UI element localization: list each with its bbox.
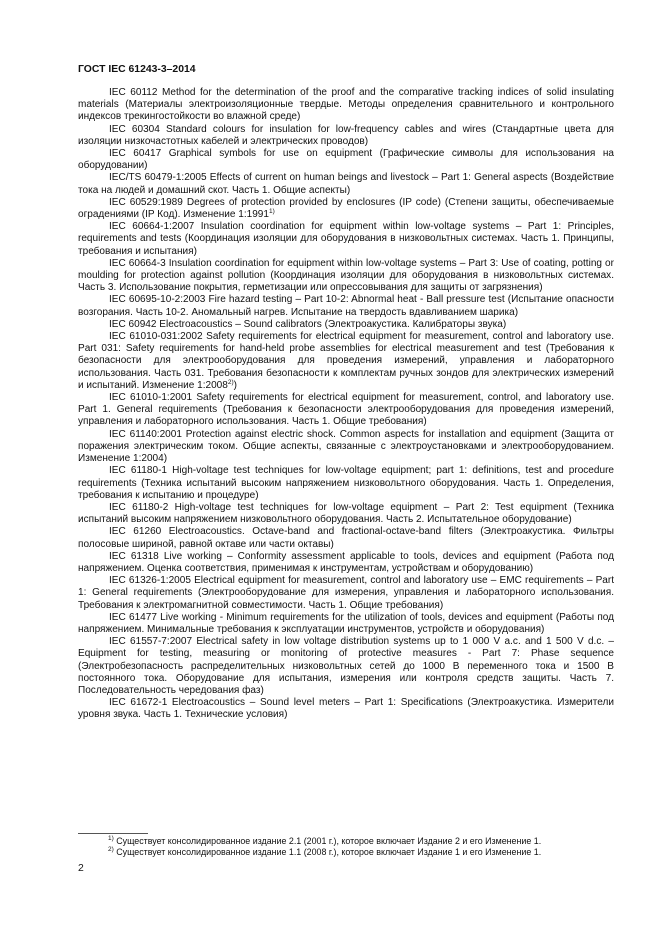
reference-entry: IEC 61557-7:2007 Electrical safety in low voltage distribution systems up to 1 000 V a.c. and 1 500 V d.c. – Equipment for testing, measuring or monitoring of protective measures - Part 7: Phase sequence (Электробезопасность распределительных низковольтных сетей до 1000 В переменного тока и 1500 В постоянного тока. Оборудование для испытания, измерения или контроля средств защиты. Часть 7. Последовательность чередования фаз) bbox=[78, 636, 614, 696]
footnote-marker: 2) bbox=[227, 378, 234, 386]
reference-entry: IEC 60529:1989 Degrees of protection provided by enclosures (IP code) (Степени защиты, обеспечиваемые оградениями (IP Код). Изменение 1:1991$^{1)}$ bbox=[78, 196, 614, 221]
footnote: $^{1)}$ Существует консолидированное издание 2.1 (2001 г.), которое включает Издание 2 и его Изменение 1. bbox=[108, 835, 542, 846]
footnote-mark: 2) bbox=[108, 846, 114, 854]
reference-entry: IEC 61672-1 Electroacoustics – Sound level meters – Part 1: Specifications (Электроакустика. Измерители уровня звука. Часть 1. Технические условия) bbox=[78, 697, 614, 721]
reference-entry: IEC 61010-031:2002 Safety requirements for electrical equipment for measurement, control and laboratory use. Part 031: Safety requirements for hand-held probe assemblies for electrical measurement and test (Требования к безопасности для электрооборудования для проведения измерений, управления и лабораторного использования. Часть 031. Требования безопасности к комплектам ручных зондов для электрических измерений и испытаний. Изменение 1:2008$^{2)}$) bbox=[78, 331, 614, 391]
reference-entry: IEC 61260 Electroacoustics. Octave-band and fractional-octave-band filters (Электроакустика. Фильтры полосовые шириной, равной октаве или части октавы) bbox=[78, 526, 614, 550]
footnote: $^{2)}$ Существует консолидированное издание 1.1 (2008 г.), которое включает Издание 1 и его Изменение 1. bbox=[108, 846, 542, 858]
reference-entry: IEC 61010-1:2001 Safety requirements for electrical equipment for measurement, control, and laboratory use. Part 1. General requirements (Требования к безопасности электрооборудования для проведения измерений, управления и лабораторного использования. Часть 1. Общие требования) bbox=[78, 392, 614, 428]
reference-entry: IEC 61318 Live working – Conformity assessment applicable to tools, devices and equipment (Работа под напряжением. Оценка соответствия, применимая к инструментам, устройствам и оборудованию) bbox=[78, 550, 614, 574]
page-number: 2 bbox=[78, 863, 84, 874]
reference-entry: IEC/TS 60479-1:2005 Effects of current on human beings and livestock – Part 1: General aspects (Воздействие тока на людей и домашний скот. Часть 1. Общие аспекты) bbox=[78, 172, 614, 196]
reference-entry: IEC 60942 Electroacoustics – Sound calibrators (Электроакустика. Калибраторы звука) bbox=[109, 318, 507, 330]
footnote-mark: 1) bbox=[108, 835, 114, 842]
footnote-divider bbox=[78, 833, 148, 834]
reference-entry: IEC 60664-3 Insulation coordination for equipment within low-voltage systems – Part 3: Use of coating, potting or moulding for protection against pollution (Координация изоляции для оборудования в низковольтных системах. Часть 3. Использование покрытия, герметизации или опрессовывания для защиты от загрязнения) bbox=[78, 257, 614, 294]
footnotes bbox=[78, 836, 614, 858]
document-header: ГОСТ IEC 61243-3–2014 bbox=[78, 64, 196, 75]
reference-entry: IEC 61140:2001 Protection against electric shock. Common aspects for installation and equipment (Защита от поражения электрическим током. Общие аспекты, связанные с электроустановками и электрооборудованием. Изменение 1:2004) bbox=[78, 428, 614, 465]
reference-entry: IEC 60695-10-2:2003 Fire hazard testing – Part 10-2: Abnormal heat - Ball pressure test (Испытание опасности возгорания. Часть 10-2. Аномальный нагрев. Испытание на твердость вдавливанием шарика) bbox=[78, 294, 614, 318]
reference-entry: IEC 60112 Method for the determination of the proof and the comparative tracking indices of solid insulating materials (Материалы электроизоляционные твердые. Методы определения сравнительного и контрольного индексов трекингостойкости во влажной среде) bbox=[78, 87, 614, 123]
footnote-marker: 1) bbox=[268, 208, 275, 216]
reference-entry: IEC 60664-1:2007 Insulation coordination for equipment within low-voltage systems – Part 1: Principles, requirements and tests (Координация изоляции для оборудования в низковольтных системах. Часть 1. Принципы, требования и испытания) bbox=[78, 221, 614, 257]
reference-entry: IEC 60304 Standard colours for insulation for low-frequency cables and wires (Стандартные цвета для изоляции низкочастотных кабелей и электрических проводов) bbox=[78, 123, 614, 147]
reference-entry: IEC 61180-2 High-voltage test techniques for low-voltage equipment – Part 2: Test equipment (Техника испытаний высоким напряжением низковольтного оборудования. Часть 2. Испытательное оборудование) bbox=[78, 501, 614, 526]
reference-entry: IEC 61180-1 High-voltage test techniques for low-voltage equipment; part 1: definitions, test and procedure requirements (Техника испытаний высоким напряжением низковольтного оборудования. Часть 1. Определения, требования к испытанию и процедуре) bbox=[78, 465, 614, 501]
reference-entry: IEC 61326-1:2005 Electrical equipment for measurement, control and laboratory use – EMC requirements – Part 1: General requirements (Электрооборудование для измерения, управления и лабораторного использования. Требования к электромагнитной совместимости. Часть 1. Общие требования) bbox=[78, 575, 614, 611]
reference-entry: IEC 60417 Graphical symbols for use on equipment (Графические символы для использования на оборудовании) bbox=[78, 148, 614, 172]
references-list bbox=[78, 87, 614, 722]
reference-entry: IEC 61477 Live working - Minimum requirements for the utilization of tools, devices and equipment (Работы под напряжением. Минимальные требования к эксплуатации инструментов, устройств и оборудования) bbox=[78, 611, 614, 635]
